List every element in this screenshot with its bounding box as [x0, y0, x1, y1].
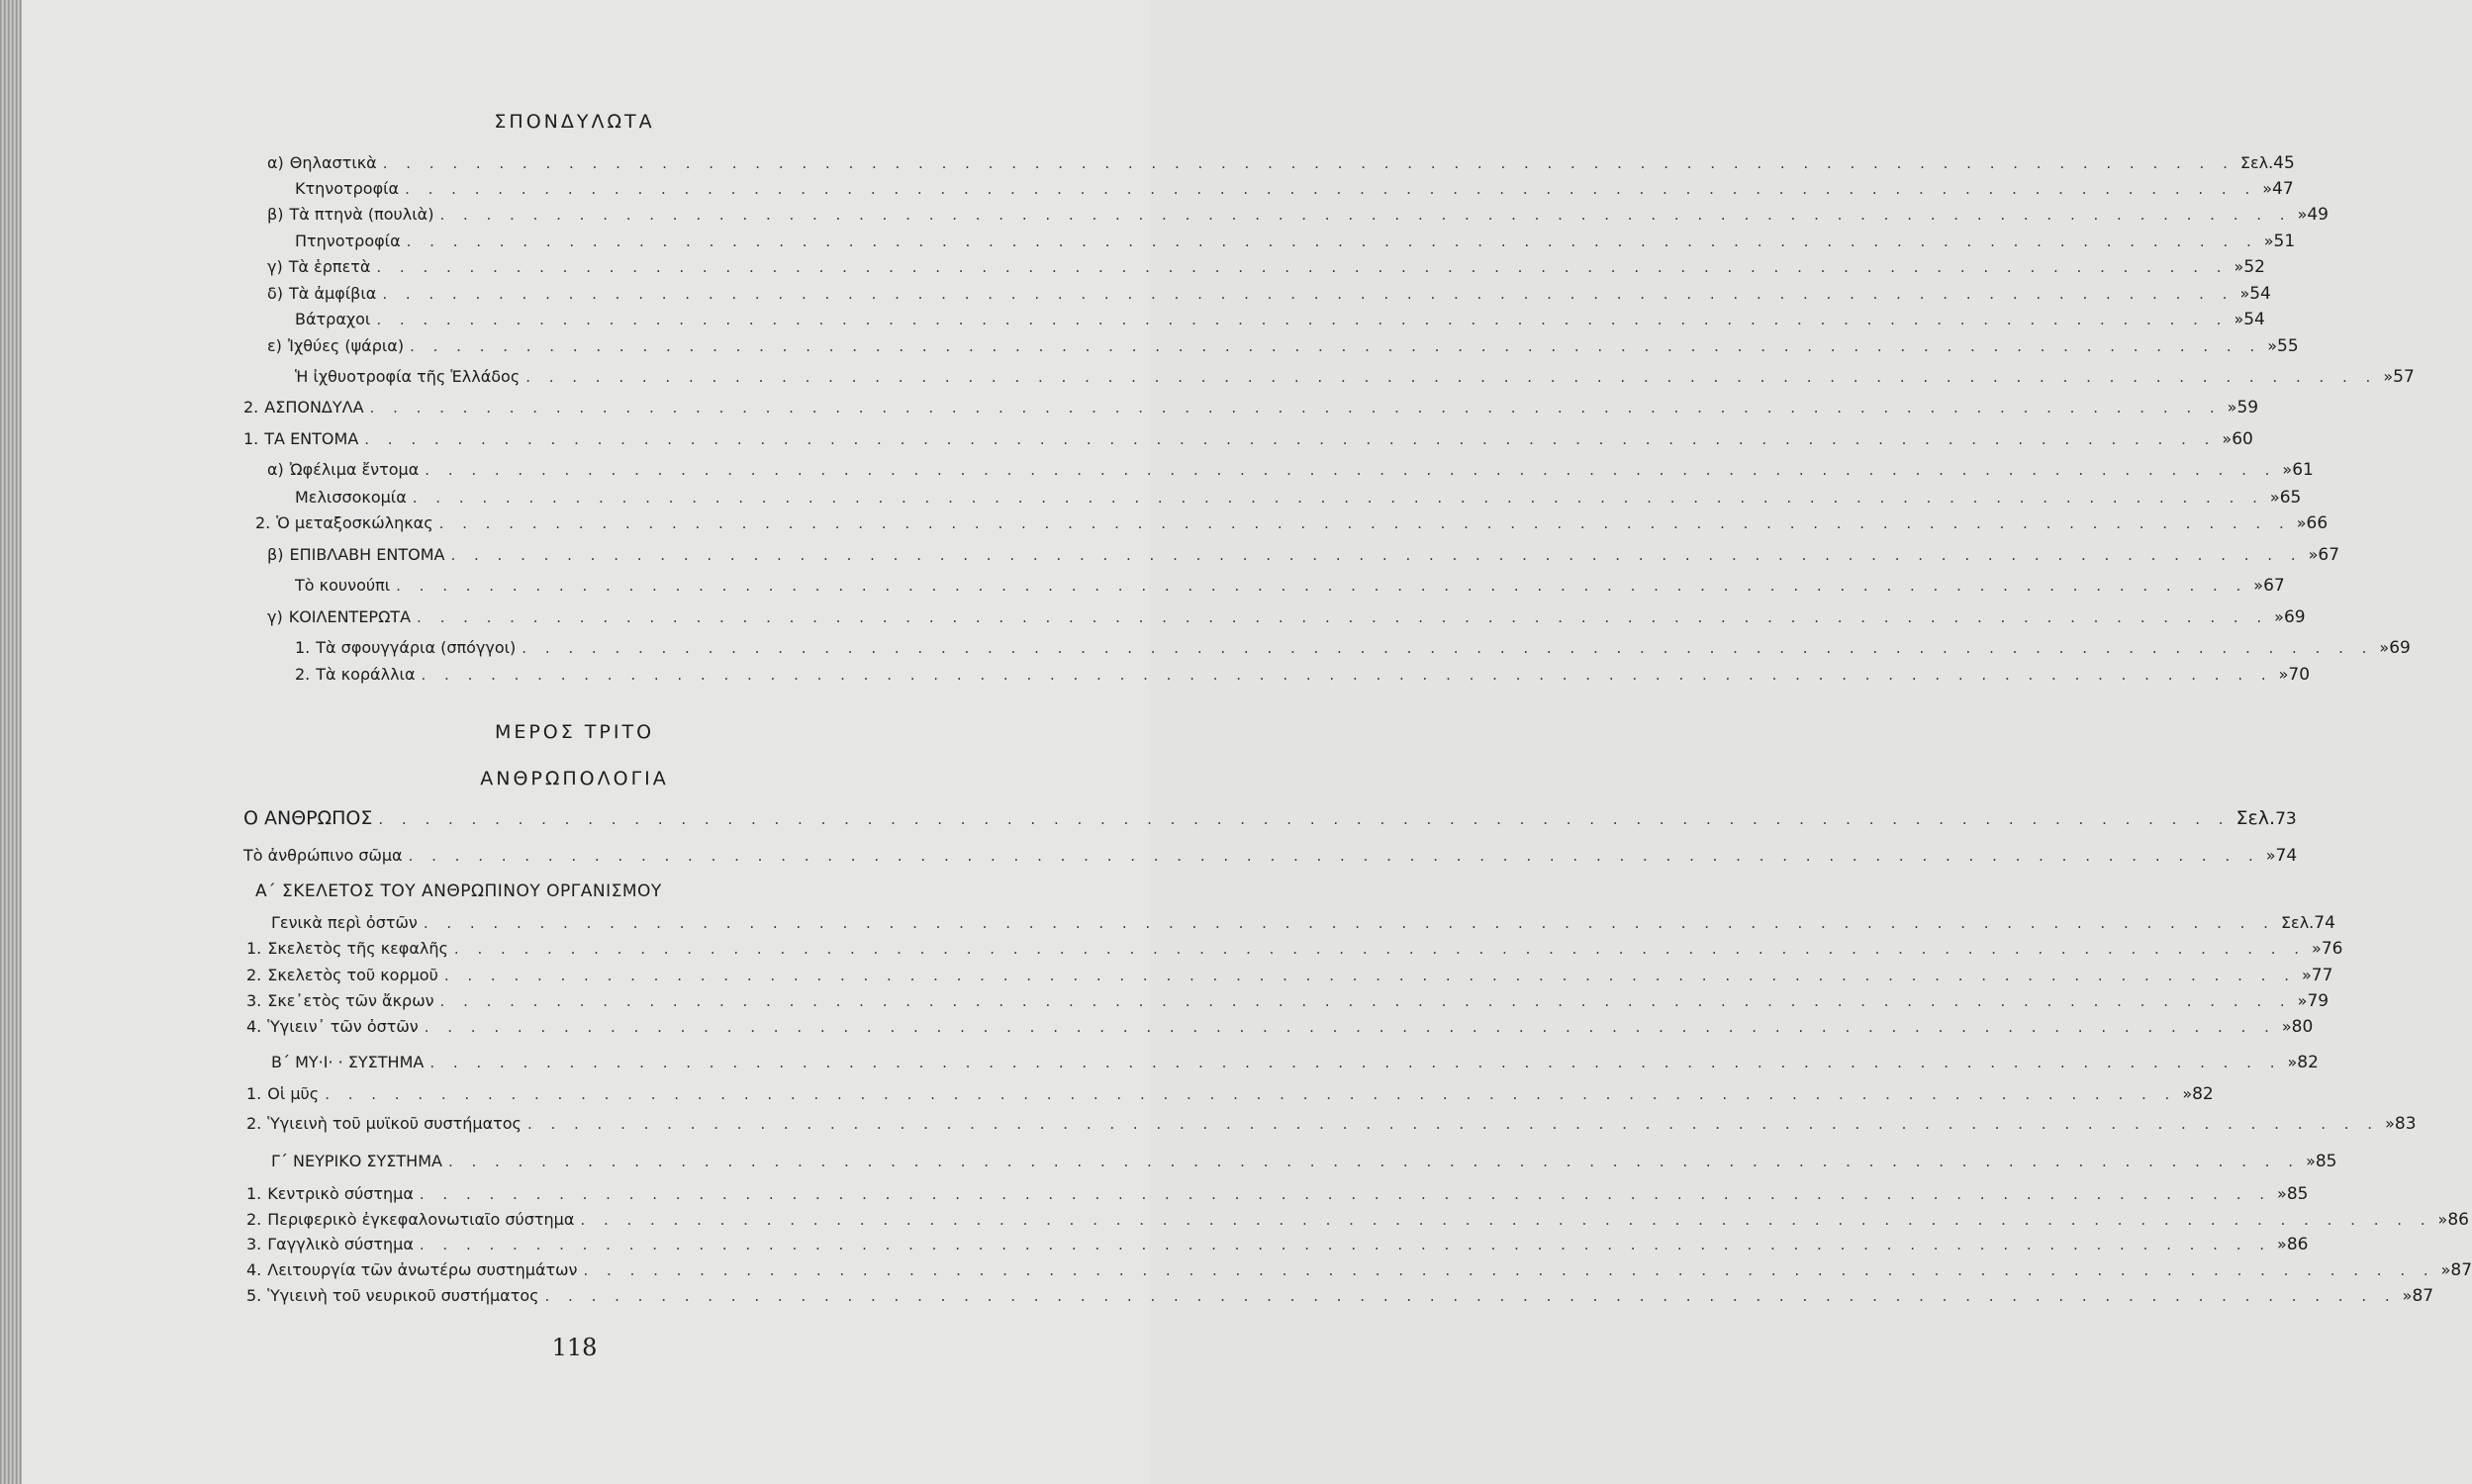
- toc-entry: [271, 1149, 2337, 1174]
- page-ref-marker: »: [2383, 367, 2394, 386]
- toc-entry: [295, 229, 2296, 254]
- toc-entry: [243, 426, 2253, 452]
- toc-entry: [243, 843, 2298, 869]
- entry-page-number: 67: [2263, 576, 2285, 596]
- entry-title: Τὸ κουνούπι: [295, 576, 391, 595]
- page-ref-marker: »: [2265, 846, 2276, 865]
- entry-number: ε): [267, 336, 282, 355]
- entry-page-number: 80: [2291, 1017, 2314, 1037]
- dot-leader: . . . . . . . . . . . . . . . . . . . . . . . . . . . . . . . . . . . . . . . . . . . . . . . . . . . . . . . . . . . . . . . . . . . . . . . . . . . . . . . .: [419, 1236, 2272, 1253]
- entry-page-number: 87: [2450, 1260, 2472, 1280]
- entry-title: ΑΣΠΟΝΔΥΛΑ: [264, 398, 364, 417]
- dot-leader: . . . . . . . . . . . . . . . . . . . . . . . . . . . . . . . . . . . . . . . . . . . . . . . . . . . . . . . . . . . . . . . . . . . . . . . . . . . . . . . .: [453, 940, 2307, 958]
- dot-leader: . . . . . . . . . . . . . . . . . . . . . . . . . . . . . . . . . . . . . . . . . . . . . . . . . . . . . . . . . . . . . . . . . . . . . . . . . . . . . . . .: [583, 1261, 2435, 1279]
- dot-leader: . . . . . . . . . . . . . . . . . . . . . . . . . . . . . . . . . . . . . . . . . . . . . . . . . . . . . . . . . . . . . . . . . . . . . . . . . . . . . . . .: [417, 608, 2269, 626]
- page-ref-marker: »: [2239, 284, 2250, 303]
- entry-page-number: 87: [2412, 1286, 2434, 1306]
- dot-leader: . . . . . . . . . . . . . . . . . . . . . . . . . . . . . . . . . . . . . . . . . . . . . . . . . . . . . . . . . . . . . . . . . . . . . . . . . . . . . . . .: [424, 1018, 2276, 1036]
- entry-title: Ὑγιεινὴ τοῦ μυϊκοῦ συστήματος: [267, 1114, 522, 1133]
- page-ref-marker: »: [2277, 1235, 2287, 1253]
- toc-entry: [255, 510, 2329, 536]
- entry-page-number: 51: [2273, 232, 2296, 251]
- entry-number: 1.: [243, 429, 259, 448]
- dot-leader: . . . . . . . . . . . . . . . . . . . . . . . . . . . . . . . . . . . . . . . . . . . . . . . . . . . . . . . . . . . . . . . . . . . . . . . . . . . . . . . .: [419, 1185, 2272, 1203]
- dot-leader: . . . . . . . . . . . . . . . . . . . . . . . . . . . . . . . . . . . . . . . . . . . . . . . . . . . . . . . . . . . . . . . . . . . . . . . . . . . . . . . .: [412, 489, 2264, 507]
- page-ref-marker: »: [2234, 310, 2244, 328]
- entry-page-number: 70: [2288, 665, 2311, 685]
- entry-number: 2.: [246, 1210, 262, 1229]
- page-ref-marker: »: [2253, 576, 2264, 595]
- toc-entry: [246, 936, 2343, 962]
- toc-entry: [246, 988, 2329, 1014]
- toc-entry: [267, 202, 2329, 228]
- entry-number: δ): [267, 284, 284, 303]
- entry-number: 2.: [243, 398, 259, 417]
- dot-leader: . . . . . . . . . . . . . . . . . . . . . . . . . . . . . . . . . . . . . . . . . . . . . . . . . . . . . . . . . . . . . . . . . . . . . . . . . . . . . . . .: [525, 368, 2378, 386]
- page-ref-marker: »: [2440, 1260, 2451, 1279]
- entry-number: β): [267, 205, 284, 224]
- entry-number: α): [267, 153, 284, 172]
- entry-title: Πτηνοτροφία: [295, 232, 401, 250]
- toc-entry: [295, 485, 2302, 510]
- dot-leader: . . . . . . . . . . . . . . . . . . . . . . . . . . . . . . . . . . . . . . . . . . . . . . . . . . . . . . . . . . . . . . . . . . . . . . . . . . . . . . . .: [376, 311, 2229, 328]
- page-ref-marker: »: [2269, 488, 2280, 507]
- toc-entry: [267, 333, 2299, 359]
- dot-leader: . . . . . . . . . . . . . . . . . . . . . . . . . . . . . . . . . . . . . . . . . . . . . . . . . . . . . . . . . . . . . . . . . . . . . . . . . . . . . . . .: [429, 1054, 2282, 1071]
- page-ref-marker: Σελ.: [2239, 153, 2274, 172]
- dot-leader: . . . . . . . . . . . . . . . . . . . . . . . . . . . . . . . . . . . . . . . . . . . . . . . . . . . . . . . . . . . . . . . . . . . . . . . . . . . . . . . .: [439, 992, 2292, 1010]
- dot-leader: . . . . . . . . . . . . . . . . . . . . . . . . . . . . . . . . . . . . . . . . . . . . . . . . . . . . . . . . . . . . . . . . . . . . . . . . . . . . . . . .: [438, 514, 2291, 532]
- dot-leader: . . . . . . . . . . . . . . . . . . . . . . . . . . . . . . . . . . . . . . . . . . . . . . . . . . . . . . . . . . . . . . . . . . . . . . . . . . . . . . . .: [369, 399, 2222, 417]
- page-ref-marker: »: [2437, 1210, 2448, 1229]
- part-subtitle: ΑΝΘΡΩΠΟΛΟΓΙΑ: [480, 768, 669, 789]
- dot-leader: . . . . . . . . . . . . . . . . . . . . . . . . . . . . . . . . . . . . . . . . . . . . . . . . . . . . . . . . . . . . . . . . . . . . . . . . . . . . . . . .: [396, 577, 2248, 595]
- entry-title: Ὑγιεινὴ τοῦ νευρικοῦ συστήματος: [267, 1286, 539, 1305]
- page-ref-marker: »: [2402, 1286, 2413, 1305]
- entry-title: Ο ΑΝΘΡΩΠΟΣ: [243, 807, 373, 829]
- entry-number: 2.: [295, 665, 311, 684]
- page-ref-marker: »: [2281, 1017, 2292, 1036]
- entry-page-number: 54: [2243, 310, 2265, 329]
- page-ref-marker: »: [2297, 991, 2308, 1010]
- entry-page-number: 74: [2314, 913, 2335, 933]
- dot-leader: . . . . . . . . . . . . . . . . . . . . . . . . . . . . . . . . . . . . . . . . . . . . . . . . . . . . . . . . . . . . . . . . . . . . . . . . . . . . . . . .: [425, 461, 2277, 479]
- entry-number: 2.: [255, 513, 271, 532]
- page-ref-marker: »: [2278, 665, 2289, 684]
- dot-leader: . . . . . . . . . . . . . . . . . . . . . . . . . . . . . . . . . . . . . . . . . . . . . . . . . . . . . . . . . . . . . . . . . . . . . . . . . . . . . . . .: [450, 546, 2303, 564]
- toc-entry: [267, 604, 2306, 630]
- entry-page-number: 74: [2275, 846, 2298, 866]
- dot-leader: . . . . . . . . . . . . . . . . . . . . . . . . . . . . . . . . . . . . . . . . . . . . . . . . . . . . . . . . . . . . . . . . . . . . . . . . . . . . . . . .: [382, 285, 2234, 303]
- dot-leader: . . . . . . . . . . . . . . . . . . . . . . . . . . . . . . . . . . . . . . . . . . . . . . . . . . . . . . . . . . . . . . . . . . . . . . . . . . . . . . . .: [421, 666, 2273, 684]
- toc-entry: [243, 805, 2297, 831]
- toc-entry: [246, 1232, 2309, 1257]
- entry-page-number: 82: [2297, 1053, 2319, 1072]
- entry-page-number: 59: [2236, 398, 2259, 417]
- page-ref-marker: »: [2263, 232, 2274, 250]
- entry-title: Οἱ μῦς: [267, 1084, 320, 1103]
- entry-title: Κτηνοτροφία: [295, 179, 400, 198]
- toc-entry: [271, 1050, 2319, 1075]
- entry-title: Β΄ ΜΥ·Ι· · ΣΥΣΤΗΜΑ: [271, 1053, 425, 1071]
- page-ref-marker: »: [2267, 336, 2278, 355]
- toc-entry: [246, 1207, 2469, 1233]
- part-title: ΜΕΡΟΣ ΤΡΙΤΟ: [494, 721, 655, 743]
- entry-title: Γενικὰ περὶ ὀστῶν: [271, 913, 418, 932]
- page-ref-marker: »: [2234, 257, 2244, 276]
- page-ref-marker: »: [2274, 607, 2284, 626]
- entry-title: Ἰχθύες (ψάρια): [287, 336, 405, 355]
- entry-number: 1.: [295, 638, 311, 657]
- entry-title: Λειτουργία τῶν ἀνωτέρω συστημάτων: [267, 1260, 578, 1279]
- entry-number: 4.: [246, 1260, 262, 1279]
- page-ref-marker: »: [2182, 1084, 2193, 1103]
- entry-number: β): [267, 545, 284, 564]
- skeleton-heading: Α΄ ΣΚΕΛΕΤΟΣ ΤΟΥ ΑΝΘΡΩΠΙΝΟΥ ΟΡΓΑΝΙΣΜΟΥ: [255, 881, 662, 901]
- entry-page-number: 82: [2192, 1084, 2214, 1104]
- dot-leader: . . . . . . . . . . . . . . . . . . . . . . . . . . . . . . . . . . . . . . . . . . . . . . . . . . . . . . . . . . . . . . . . . . . . . . . . . . . . . . . .: [405, 180, 2257, 198]
- toc-entry: [267, 254, 2265, 280]
- toc-entry: [267, 457, 2314, 483]
- entry-page-number: 65: [2279, 488, 2302, 508]
- toc-entry: [246, 1081, 2214, 1107]
- entry-page-number: 77: [2311, 966, 2333, 985]
- entry-page-number: 85: [2286, 1184, 2309, 1204]
- page-ref-marker: »: [2297, 205, 2308, 224]
- toc-entry: [246, 1257, 2472, 1283]
- entry-title: ΤΑ ΕΝΤΟΜΑ: [264, 429, 359, 448]
- toc-entry: [267, 281, 2271, 307]
- entry-title: Θηλαστικὰ: [289, 153, 377, 172]
- page-ref-marker: »: [2306, 1152, 2316, 1170]
- page-ref-marker: »: [2385, 1114, 2395, 1133]
- entry-number: 2.: [246, 966, 262, 984]
- dot-leader: . . . . . . . . . . . . . . . . . . . . . . . . . . . . . . . . . . . . . . . . . . . . . . . . . . . . . . . . . . . . . . . . . . . . . . . . . . . . . . . .: [447, 1153, 2301, 1170]
- page-ref-marker: »: [2379, 638, 2390, 657]
- entry-title: Γ΄ ΝΕΥΡΙΚΟ ΣΥΣΤΗΜΑ: [271, 1152, 442, 1170]
- toc-entry: [271, 910, 2335, 936]
- entry-page-number: 45: [2273, 153, 2295, 173]
- page-ref-marker: »: [2277, 1184, 2287, 1203]
- toc-entry: [295, 307, 2265, 332]
- entry-page-number: 85: [2315, 1152, 2337, 1171]
- section-heading: ΣΠΟΝΔΥΛΩΤΑ: [494, 111, 655, 133]
- entry-title: ΕΠΙΒΛΑΒΗ ΕΝΤΟΜΑ: [289, 545, 445, 564]
- entry-page-number: 69: [2389, 638, 2411, 658]
- entry-title: Τὰ πτηνὰ (πουλιὰ): [289, 205, 434, 224]
- entry-number: 1.: [246, 939, 262, 958]
- page-number: 118: [551, 1334, 598, 1361]
- entry-page-number: 79: [2307, 991, 2329, 1011]
- entry-title: Ὁ μεταξοσκώληκας: [276, 513, 433, 532]
- entry-number: 4.: [246, 1017, 262, 1036]
- dot-leader: . . . . . . . . . . . . . . . . . . . . . . . . . . . . . . . . . . . . . . . . . . . . . . . . . . . . . . . . . . . . . . . . . . . . . . . . . . . . . . . .: [544, 1287, 2397, 1305]
- entry-page-number: 73: [2275, 809, 2297, 829]
- dot-leader: . . . . . . . . . . . . . . . . . . . . . . . . . . . . . . . . . . . . . . . . . . . . . . . . . . . . . . . . . . . . . . . . . . . . . . . . . . . . . . . .: [580, 1211, 2432, 1229]
- toc-entry: [243, 395, 2259, 420]
- toc-entry: [246, 963, 2333, 988]
- entry-title: Σκελετὸς τῆς κεφαλῆς: [267, 939, 448, 958]
- toc-entry: [267, 150, 2295, 176]
- toc-entry: [295, 176, 2294, 202]
- dot-leader: . . . . . . . . . . . . . . . . . . . . . . . . . . . . . . . . . . . . . . . . . . . . . . . . . . . . . . . . . . . . . . . . . . . . . . . . . . . . . . . .: [325, 1085, 2177, 1103]
- entry-title: Τὰ κοράλλια: [316, 665, 416, 684]
- toc-entry: [295, 662, 2311, 688]
- entry-page-number: 47: [2272, 179, 2294, 199]
- page-ref-marker: »: [2312, 939, 2322, 958]
- entry-number: 3.: [246, 1235, 262, 1253]
- entry-title: Σκελετὸς τοῦ κορμοῦ: [267, 966, 438, 984]
- page-ref-marker: »: [2308, 545, 2319, 564]
- entry-title: Ἡ ἰχθυοτροφία τῆς Ἑλλάδος: [295, 367, 521, 386]
- page-ref-marker: »: [2222, 429, 2233, 448]
- toc-entry: [246, 1283, 2434, 1309]
- entry-page-number: 76: [2321, 939, 2343, 959]
- entry-title: Ὠφέλιμα ἔντομα: [289, 460, 420, 479]
- entry-number: 1.: [246, 1184, 262, 1203]
- page-ref-marker: »: [2301, 966, 2312, 984]
- entry-title: Κεντρικὸ σύστημα: [267, 1184, 414, 1203]
- dot-leader: . . . . . . . . . . . . . . . . . . . . . . . . . . . . . . . . . . . . . . . . . . . . . . . . . . . . . . . . . . . . . . . . . . . . . . . . . . . . . . . .: [378, 810, 2231, 828]
- entry-title: Περιφερικὸ ἐγκεφαλονωτιαῖο σύστημα: [267, 1210, 575, 1229]
- toc-entry: [246, 1181, 2309, 1207]
- entry-number: 2.: [246, 1114, 262, 1133]
- dot-leader: . . . . . . . . . . . . . . . . . . . . . . . . . . . . . . . . . . . . . . . . . . . . . . . . . . . . . . . . . . . . . . . . . . . . . . . . . . . . . . . .: [382, 154, 2234, 172]
- entry-number: α): [267, 460, 284, 479]
- entry-title: Τὰ ἑρπετὰ: [288, 257, 371, 276]
- dot-leader: . . . . . . . . . . . . . . . . . . . . . . . . . . . . . . . . . . . . . . . . . . . . . . . . . . . . . . . . . . . . . . . . . . . . . . . . . . . . . . . .: [439, 206, 2292, 224]
- entry-page-number: 61: [2292, 460, 2314, 480]
- toc-entry: [295, 364, 2415, 390]
- dot-leader: . . . . . . . . . . . . . . . . . . . . . . . . . . . . . . . . . . . . . . . . . . . . . . . . . . . . . . . . . . . . . . . . . . . . . . . . . . . . . . . .: [376, 258, 2229, 276]
- entry-number: γ): [267, 607, 283, 626]
- page-ref-marker: Σελ.: [2235, 807, 2276, 829]
- page-ref-marker: »: [2282, 460, 2293, 479]
- entry-page-number: 54: [2249, 284, 2271, 304]
- page-ref-marker: »: [2227, 398, 2237, 417]
- entry-page-number: 83: [2394, 1114, 2417, 1134]
- entry-title: Τὰ ἀμφίβια: [289, 284, 377, 303]
- toc-entry: [295, 635, 2411, 661]
- dot-leader: . . . . . . . . . . . . . . . . . . . . . . . . . . . . . . . . . . . . . . . . . . . . . . . . . . . . . . . . . . . . . . . . . . . . . . . . . . . . . . . .: [408, 847, 2260, 865]
- dot-leader: . . . . . . . . . . . . . . . . . . . . . . . . . . . . . . . . . . . . . . . . . . . . . . . . . . . . . . . . . . . . . . . . . . . . . . . . . . . . . . . .: [423, 914, 2275, 932]
- entry-page-number: 86: [2286, 1235, 2309, 1254]
- entry-title: Τὸ ἀνθρώπινο σῶμα: [243, 846, 403, 865]
- entry-title: Μελισσοκομία: [295, 488, 407, 507]
- entry-page-number: 49: [2307, 205, 2329, 225]
- toc-entry: [246, 1111, 2417, 1137]
- entry-page-number: 55: [2277, 336, 2299, 356]
- entry-page-number: 69: [2283, 607, 2306, 627]
- entry-title: Γαγγλικὸ σύστημα: [267, 1235, 414, 1253]
- toc-entry: [267, 542, 2340, 568]
- entry-title: Ὑγιειν᾽ τῶν ὀστῶν: [267, 1017, 419, 1036]
- page-ref-marker: »: [2262, 179, 2273, 198]
- dot-leader: . . . . . . . . . . . . . . . . . . . . . . . . . . . . . . . . . . . . . . . . . . . . . . . . . . . . . . . . . . . . . . . . . . . . . . . . . . . . . . . .: [526, 1115, 2380, 1133]
- entry-page-number: 60: [2232, 429, 2253, 449]
- entry-page-number: 66: [2306, 513, 2329, 533]
- dot-leader: . . . . . . . . . . . . . . . . . . . . . . . . . . . . . . . . . . . . . . . . . . . . . . . . . . . . . . . . . . . . . . . . . . . . . . . . . . . . . . . .: [406, 232, 2258, 250]
- entry-page-number: 52: [2243, 257, 2265, 277]
- entry-title: Τὰ σφουγγάρια (σπόγγοι): [316, 638, 517, 657]
- page-ref-marker: »: [2287, 1053, 2298, 1071]
- dot-leader: . . . . . . . . . . . . . . . . . . . . . . . . . . . . . . . . . . . . . . . . . . . . . . . . . . . . . . . . . . . . . . . . . . . . . . . . . . . . . . . .: [410, 337, 2262, 355]
- entry-page-number: 86: [2447, 1210, 2469, 1230]
- dot-leader: . . . . . . . . . . . . . . . . . . . . . . . . . . . . . . . . . . . . . . . . . . . . . . . . . . . . . . . . . . . . . . . . . . . . . . . . . . . . . . . .: [522, 639, 2374, 657]
- page-ref-marker: Σελ.: [2280, 913, 2315, 932]
- entry-number: 1.: [246, 1084, 262, 1103]
- dot-leader: . . . . . . . . . . . . . . . . . . . . . . . . . . . . . . . . . . . . . . . . . . . . . . . . . . . . . . . . . . . . . . . . . . . . . . . . . . . . . . . .: [443, 967, 2296, 984]
- entry-page-number: 57: [2393, 367, 2415, 387]
- toc-entry: [246, 1014, 2314, 1040]
- entry-number: 5.: [246, 1286, 262, 1305]
- page-ref-marker: »: [2296, 513, 2307, 532]
- toc-entry: [295, 573, 2285, 599]
- entry-title: Βάτραχοι: [295, 310, 371, 328]
- entry-number: 3.: [246, 991, 262, 1010]
- entry-number: γ): [267, 257, 283, 276]
- entry-title: Σκε᾽ετὸς τῶν ἄκρων: [267, 991, 434, 1010]
- entry-page-number: 67: [2318, 545, 2340, 565]
- dot-leader: . . . . . . . . . . . . . . . . . . . . . . . . . . . . . . . . . . . . . . . . . . . . . . . . . . . . . . . . . . . . . . . . . . . . . . . . . . . . . . . .: [364, 430, 2217, 448]
- entry-title: ΚΟΙΛΕΝΤΕΡΩΤΑ: [288, 607, 412, 626]
